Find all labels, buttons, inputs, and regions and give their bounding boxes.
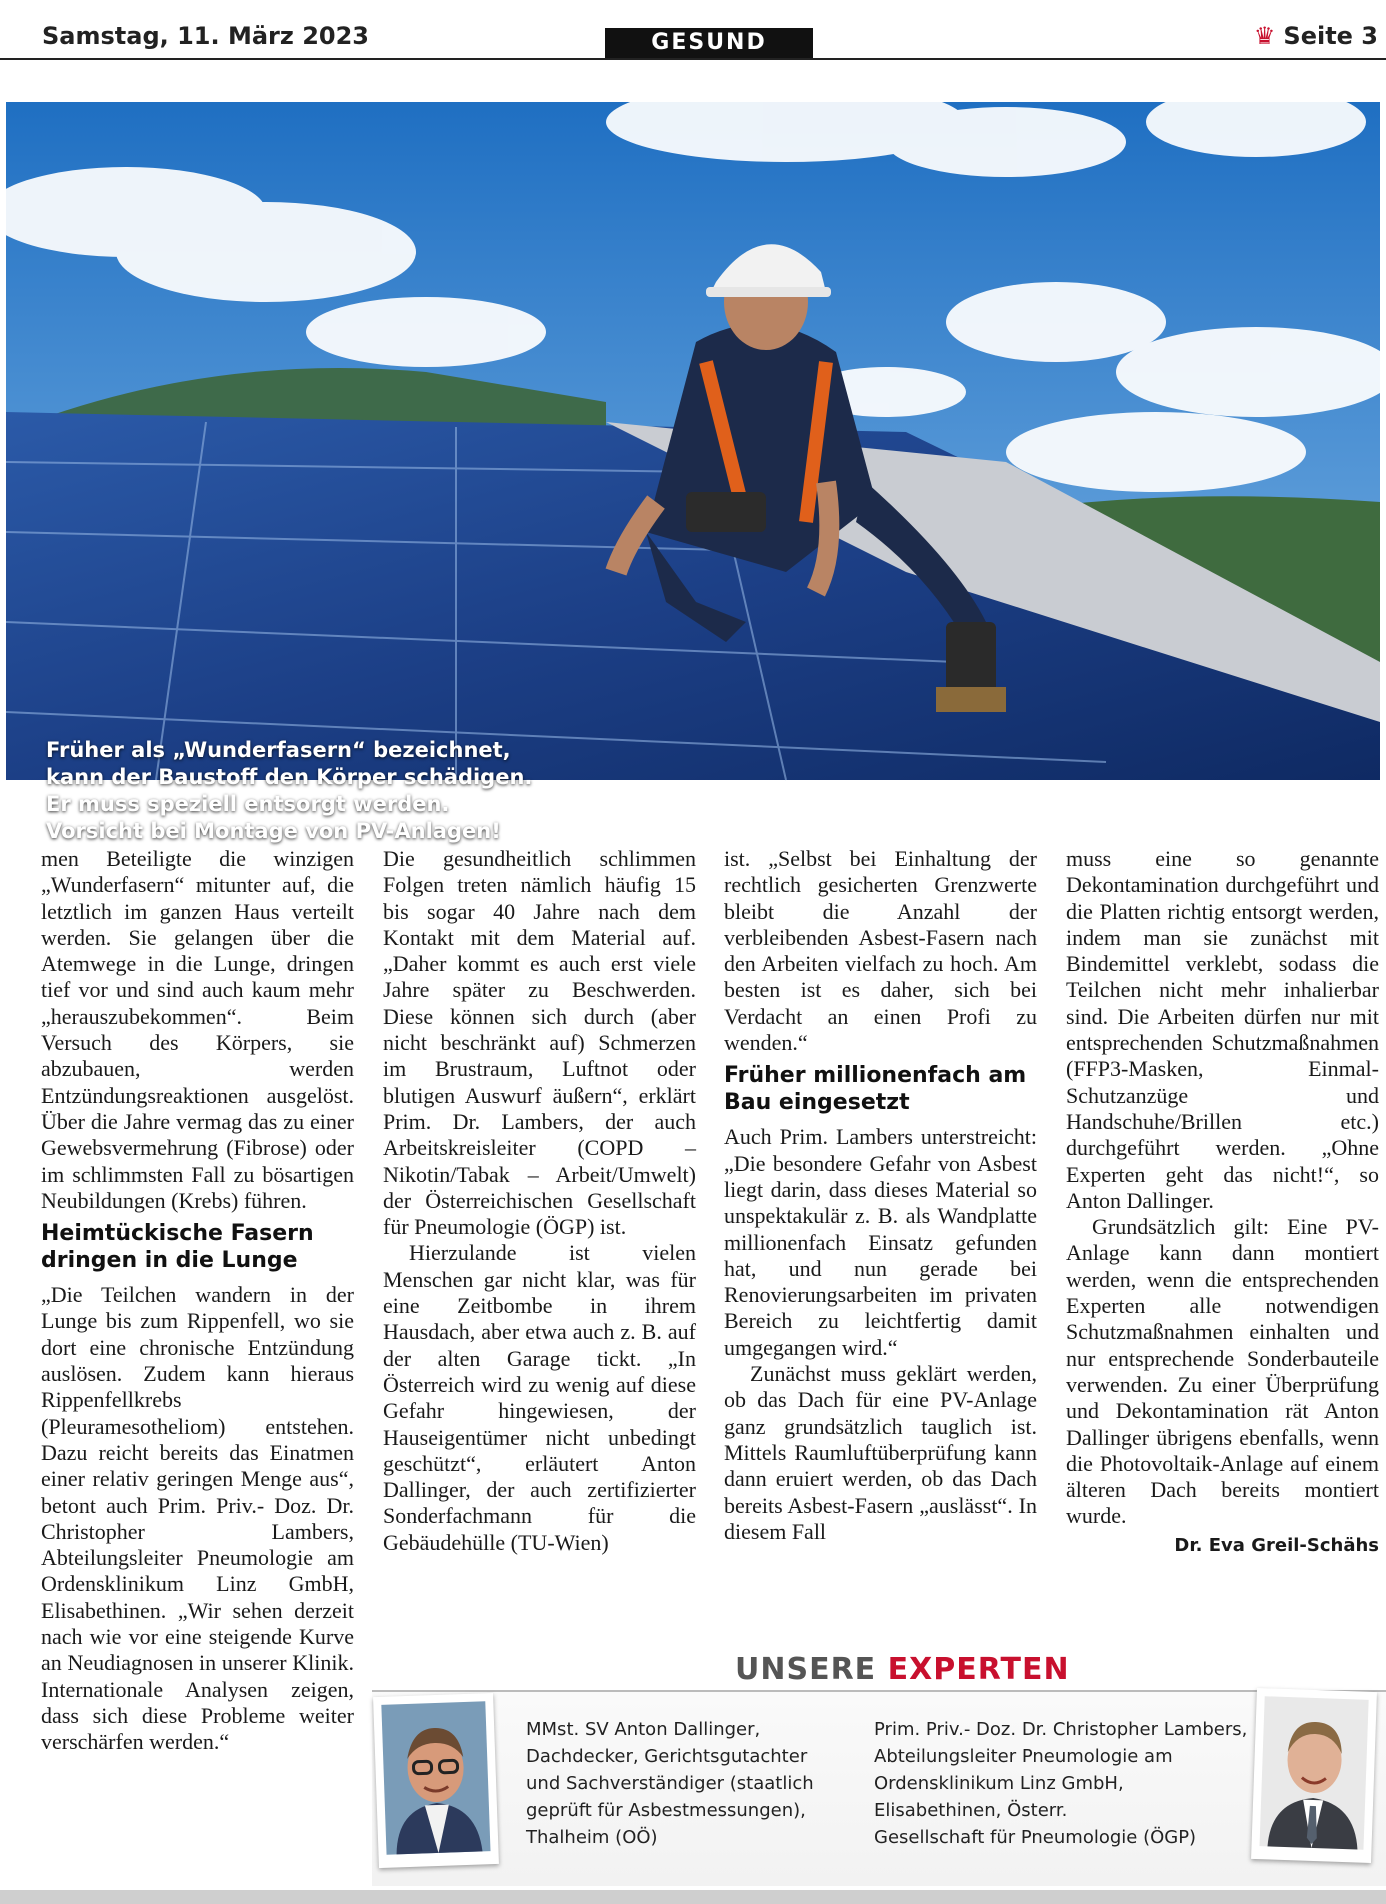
crown-icon: ♛ (1253, 22, 1276, 50)
article-paragraph: ist. „Selbst bei Einhaltung der rechtlich gesicherten Grenzwerte bleibt die Anzahl der verbleibenden Asbest-Fasern nach den Arbeiten vielfach zu hoch. Am besten ist es daher, sich bei Verdacht an einen Profi zu wenden.“ (724, 846, 1037, 1056)
caption-line: Früher als „Wunderfasern“ bezeichnet, (46, 738, 511, 762)
subheading-bau: Früher millionenfach am Bau eingesetzt (724, 1063, 1027, 1116)
bio-line: Thalheim (OÖ) (526, 1827, 658, 1848)
experts-title-part2: EXPERTEN (887, 1652, 1070, 1687)
article-paragraph: muss eine so genannte Dekontamination durchgeführt und die Platten richtig entsorgt werden, indem man sie zunächst mit Bindemittel verklebt, sodass die Teilchen nicht mehr inhalierbar sind. Die Arbeiten dürfen nur mit entsprechenden Schutzmaßnahmen (FFP3-Masken, Einmal-Schutzanzüge und Handschuhe/Brillen etc.) durchgeführt werden. „Ohne Experten geht das nicht!“, so Anton Dallinger. (1066, 846, 1379, 1213)
expert-photo-dallinger (373, 1693, 499, 1868)
bio-line: Gesellschaft für Pneumologie (ÖGP) (874, 1827, 1197, 1848)
article-column-1 (41, 846, 354, 1756)
article-column-3 (724, 846, 1037, 1545)
page-footer-bar (0, 1890, 1386, 1904)
bio-line: und Sachverständiger (staatlich (526, 1773, 814, 1794)
experts-title (735, 1652, 1070, 1687)
article-paragraph: men Beteiligte die winzigen „Wunderfasern“ mitunter auf, die letztlich im ganzen Haus verteilt werden. Sie gelangen über die Atemwege in die Lunge, dringen tief vor und sind auch kaum mehr „herauszubekommen“. Beim Versuch des Körpers, sie abzubauen, werden Entzündungsreaktionen ausgelöst. Über die Jahre vermag das zu einer Gewebsvermehrung (Fibrose) oder im schlimmsten Fall zu bösartigen Neubildungen (Krebs) führen. (41, 846, 354, 1213)
bio-line: MMst. SV Anton Dallinger, (526, 1719, 761, 1740)
issue-date: Samstag, 11. März 2023 (42, 22, 369, 50)
hero-photo (6, 102, 1380, 843)
expert-bio-lambers (874, 1716, 1247, 1851)
caption-line: Vorsicht bei Montage von PV-Anlagen! (46, 819, 501, 843)
hero-caption (46, 737, 532, 845)
page-number-text: Seite 3 (1283, 22, 1378, 50)
bio-line: Dachdecker, Gerichtsgutachter (526, 1746, 808, 1767)
author-byline: Dr. Eva Greil-Schähs (1174, 1534, 1379, 1556)
section-label: GESUND (605, 28, 813, 58)
page-number (1254, 22, 1378, 50)
bio-line: Abteilungsleiter Pneumologie am (874, 1746, 1173, 1767)
article-paragraph: Die gesundheitlich schlimmen Folgen treten nämlich häufig 15 bis sogar 40 Jahre nach dem Kontakt mit dem Material auf. „Daher kommt es auch erst viele Jahre später zu Beschwerden. Diese können sich durch (aber nicht beschränkt auf) Schmerzen im Brustraum, Luftnot oder blutigen Auswurf äußern“, erklärt Prim. Dr. Lambers, der auch Arbeitskreisleiter (COPD – Nikotin/Tabak – Arbeit/Umwelt) der Österreichischen Gesellschaft für Pneumologie (ÖGP) ist. (383, 846, 696, 1240)
experts-title-part1: UNSERE (735, 1652, 877, 1687)
bio-line: geprüft für Asbestmessungen), (526, 1800, 806, 1821)
portrait-lambers (1260, 1696, 1369, 1850)
caption-line: Er muss speziell entsorgt werden. (46, 792, 450, 816)
bio-line: Elisabethinen, Österr. (874, 1800, 1068, 1821)
article-column-4 (1066, 846, 1379, 1560)
article-paragraph: Auch Prim. Lambers unterstreicht: „Die besondere Gefahr von Asbest liegt darin, dass dieses Material so unspektakulär z. B. als Wandplatte millionenfach Einsatz gefunden hat, und nun gerade bei Renovierungsarbeiten im privaten Bereich zu leichtfertig damit umgegangen wird.“ (724, 1124, 1037, 1360)
expert-photo-lambers (1251, 1688, 1377, 1863)
caption-line: kann der Baustoff den Körper schädigen. (46, 765, 533, 789)
article-paragraph: Hierzulande ist vielen Menschen gar nicht klar, was für eine Zeitbombe in ihrem Hausdach, aber etwa auch z. B. auf der alten Garage tickt. „In Österreich wird zu wenig auf diese Gefahr hingewiesen, der Hauseigentümer nicht unbedingt geschützt“, erläutert Anton Dallinger, der auch zertifizierter Sonderfachmann für die Gebäudehülle (TU-Wien) (383, 1240, 696, 1555)
page-header (0, 0, 1386, 60)
subheading-fasern: Heimtückische Fasern dringen in die Lunge (41, 1221, 314, 1274)
bio-line: Ordensklinikum Linz GmbH, (874, 1773, 1124, 1794)
expert-bio-dallinger (526, 1716, 814, 1851)
article-paragraph: Zunächst muss geklärt werden, ob das Dach für eine PV-Anlage ganz grundsätzlich tauglich ist. Mittels Raumluftüberprüfung kann dann eruiert werden, ob das Dach bereits Asbest-Fasern „auslässt“. In diesem Fall (724, 1361, 1037, 1544)
article-paragraph: Grundsätzlich gilt: Eine PV-Anlage kann dann montiert werden, wenn die entsprechenden Experten alle notwendigen Schutzmaßnahmen einhalten und nur entsprechende Sonderbauteile verwenden. Zu einer Überprüfung und Dekontamination rät Anton Dallinger übrigens ebenfalls, wenn die Photovoltaik-Anlage auf einem älteren Dach bereits montiert wurde. (1066, 1214, 1379, 1529)
bio-line: Prim. Priv.- Doz. Dr. Christopher Lambers, (874, 1719, 1248, 1740)
article-paragraph: „Die Teilchen wandern in der Lunge bis zum Rippenfell, wo sie dort eine chronische Entzündung auslösen. Zudem kann hieraus Rippenfellkrebs (Pleuramesotheliom) entstehen. Dazu reicht bereits das Einatmen einer relativ geringen Menge aus“, betont auch Prim. Priv.- Doz. Dr. Christopher Lambers, Abteilungsleiter Pneumologie am Ordensklinikum Linz GmbH, Elisabethinen. „Wir sehen derzeit nach wie vor eine steigende Kurve an Neudiagnosen in unserer Klinik. Internationale Analysen zeigen, dass sich diese Probleme weiter verschärfen werden.“ (41, 1282, 354, 1755)
article-column-2 (383, 846, 696, 1556)
portrait-dallinger (381, 1701, 490, 1855)
hero-illustration (6, 102, 1380, 780)
